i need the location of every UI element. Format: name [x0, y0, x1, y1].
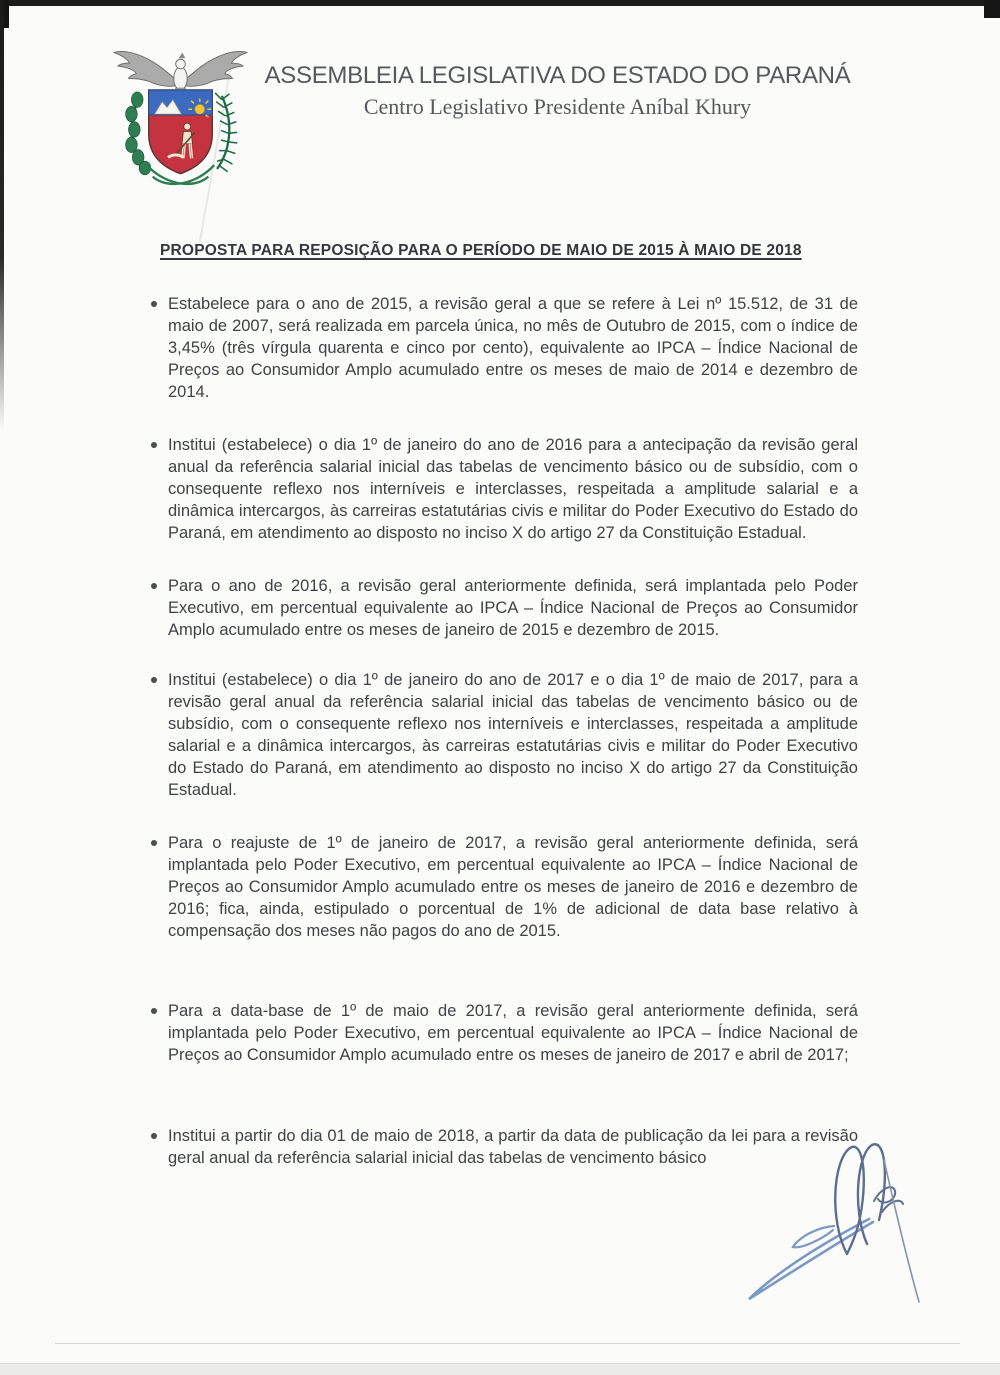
- scan-edge-bottom: [0, 1363, 1000, 1375]
- shield-icon: [149, 90, 212, 174]
- bullet-item: Para o reajuste de 1º de janeiro de 2017, a revisão geral anteriormente definida, será implantada pelo Poder Executivo, em percentual equivalente ao IPCA – Índice Nacional de Preços ao Consumidor Amplo acumulado entre os meses de janeiro de 2016 e dezembro de 2016; fica, ainda, estipulado o porcentual de 1% de adicional de data base relativo à compensação dos meses não pagos do ano de 2015.: [150, 832, 858, 942]
- proposal-bullet-list: [150, 293, 858, 1200]
- handwritten-signature: [733, 1122, 953, 1342]
- bullet-item: Para a data-base de 1º de maio de 2017, a revisão geral anteriormente definida, será implantada pelo Poder Executivo, em percentual equivalente ao IPCA – Índice Nacional de Preços ao Consumidor Amplo acumulado entre os meses de janeiro de 2017 e abril de 2017;: [150, 1000, 858, 1066]
- paper-crease-bottom: [55, 1343, 960, 1344]
- document-title: PROPOSTA PARA REPOSIÇÃO PARA O PERÍODO DE MAIO DE 2015 À MAIO DE 2018: [160, 242, 802, 259]
- parana-coat-of-arms: [108, 40, 253, 192]
- scan-edge-top: [0, 0, 1000, 6]
- branch-right-icon: [215, 93, 237, 172]
- bullet-item: Institui (estabelece) o dia 1º de janeiro do ano de 2016 para a antecipação da revisão geral anual da referência salarial inicial das tabelas de vencimento básico ou de subsídio, com o consequente reflexo nos interníveis e interclasses, respeitada a amplitude salarial e a dinâmica intercargos, às carreiras estatutárias civis e militar do Poder Executivo do Estado do Paraná, em atendimento ao disposto no inciso X do artigo 27 da Constituição Estadual.: [150, 434, 858, 544]
- organization-name: ASSEMBLEIA LEGISLATIVA DO ESTADO DO PARANÁ: [264, 62, 851, 89]
- bullet-item: Para o ano de 2016, a revisão geral anteriormente definida, será implantada pelo Poder Executivo, em percentual equivalente ao IPCA – Índice Nacional de Preços ao Consumidor Amplo acumulado entre os meses de janeiro de 2015 e dezembro de 2015.: [150, 575, 858, 641]
- bullet-item: Institui a partir do dia 01 de maio de 2018, a partir da data de publicação da lei para a revisão geral anual da referência salarial inicial das tabelas de vencimento básico: [150, 1125, 858, 1169]
- legislative-center-name: Centro Legislativo Presidente Aníbal Khury: [363, 94, 752, 119]
- scan-edge-left: [0, 0, 4, 430]
- branch-left-icon: [126, 92, 151, 175]
- bullet-item: Institui (estabelece) o dia 1º de janeiro do ano de 2017 e o dia 1º de maio de 2017, para a revisão geral anual da referência salarial inicial das tabelas de vencimento básico ou de subsídio, com o consequente reflexo nos interníveis e interclasses, respeitada a amplitude salarial e a dinâmica intercargos, às carreiras estatutárias civis e militar do Poder Executivo do Estado do Paraná, em atendimento ao disposto no inciso X do artigo 27 da Constituição Estadual.: [150, 669, 858, 801]
- letterhead: [255, 62, 860, 120]
- scan-edge-top-right: [984, 0, 1000, 18]
- bullet-item: Estabelece para o ano de 2015, a revisão geral a que se refere à Lei nº 15.512, de 31 de maio de 2007, será realizada em parcela única, no mês de Outubro de 2015, com o índice de 3,45% (três vírgula quarenta e cinco por cento), equivalente ao IPCA – Índice Nacional de Preços ao Consumidor Amplo acumulado entre os meses de maio de 2014 e dezembro de 2014.: [150, 293, 858, 403]
